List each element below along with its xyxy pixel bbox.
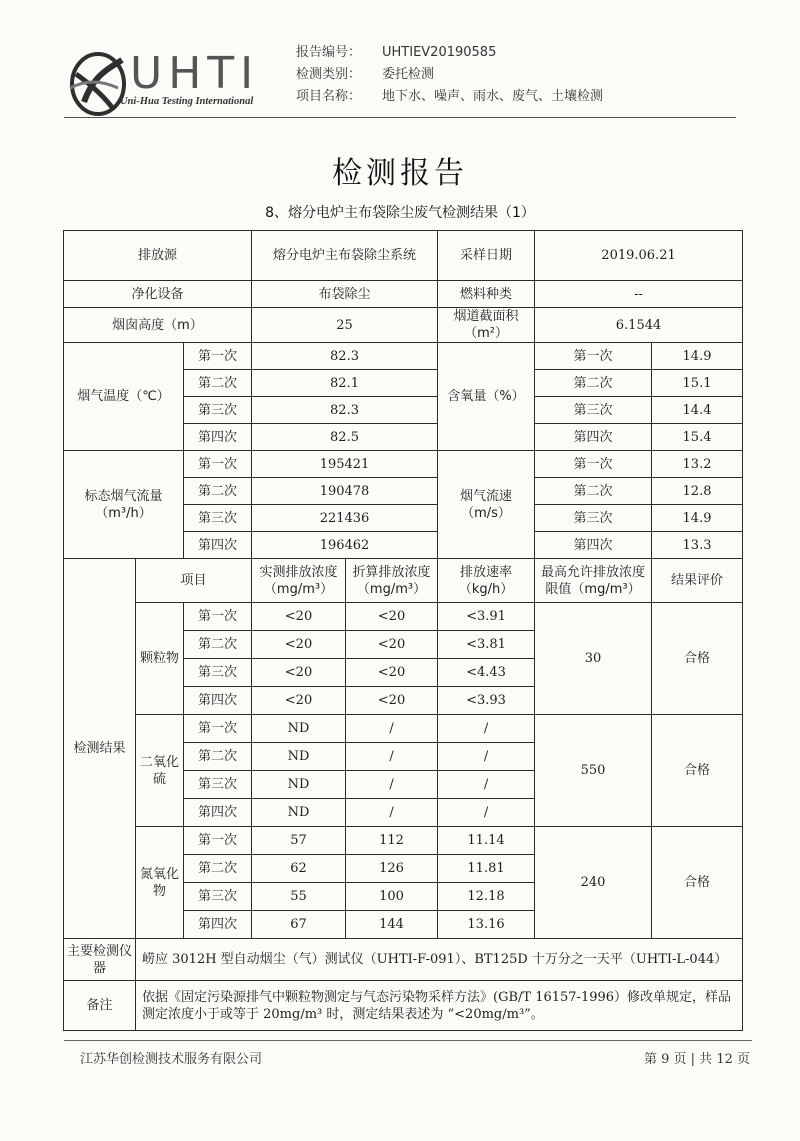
test-type-label: 检测类别： [296,67,362,82]
round-label: 第一次 [184,343,252,370]
source-value: 熔分电炉主布袋除尘系统 [252,231,438,281]
rate-value: / [438,743,535,771]
rate-value: 13.16 [438,911,535,939]
table-row [64,231,743,281]
round-label: 第二次 [535,478,652,505]
round-label: 第二次 [184,631,252,659]
rate-value: / [438,771,535,799]
report-meta [296,42,603,108]
converted-value: / [346,771,438,799]
round-label: 第三次 [184,771,252,799]
table-row [64,281,743,308]
velocity-value: 12.8 [652,478,743,505]
round-label: 第一次 [535,451,652,478]
oxygen-value: 14.9 [652,343,743,370]
table-row [64,939,743,981]
measured-value: 55 [252,883,346,911]
flue-area-value: 6.1544 [535,308,743,343]
converted-value: 112 [346,827,438,855]
converted-value: <20 [346,631,438,659]
limit-value: 240 [535,827,652,939]
converted-value: / [346,799,438,827]
round-label: 第四次 [535,532,652,559]
measured-value: ND [252,799,346,827]
device-label: 净化设备 [64,281,252,308]
rate-value: <3.91 [438,603,535,631]
std-flow-value: 196462 [252,532,438,559]
temperature-value: 82.5 [252,424,438,451]
measured-value: ND [252,743,346,771]
std-flow-value: 195421 [252,451,438,478]
round-label: 第四次 [184,687,252,715]
temperature-label: 烟气温度（℃） [64,343,184,451]
logo-text: UHTI [130,48,260,99]
temperature-value: 82.1 [252,370,438,397]
velocity-label: 烟气流速（m/s） [438,451,535,559]
eval-value: 合格 [652,827,743,939]
report-no: UHTIEV20190585 [382,45,497,60]
instruments-text: 崂应 3012H 型自动烟尘（气）测试仪（UHTI-F-091）、BT125D 十万分之一天平（UHTI-L-044） [136,939,743,981]
rate-value: 12.18 [438,883,535,911]
footer-company: 江苏华创检测技术服务有限公司 [80,1052,263,1067]
pollutant-name: 二氧化硫 [136,715,184,827]
rate-value: / [438,799,535,827]
col-limit-header: 最高允许排放浓度限值（mg/m³） [535,559,652,603]
round-label: 第四次 [184,532,252,559]
round-label: 第二次 [184,855,252,883]
results-section-label: 检测结果 [64,559,136,939]
rate-value: <4.43 [438,659,535,687]
round-label: 第二次 [184,743,252,771]
round-label: 第二次 [535,370,652,397]
eval-value: 合格 [652,603,743,715]
header-divider [64,117,736,118]
stack-height-label: 烟囱高度（m） [64,308,252,343]
table-row [64,343,743,370]
table-row [64,451,743,478]
stack-height-value: 25 [252,308,438,343]
converted-value: 100 [346,883,438,911]
measured-value: 57 [252,827,346,855]
eval-value: 合格 [652,715,743,827]
oxygen-label: 含氧量（%） [438,343,535,451]
flue-area-label: 烟道截面积（m²） [438,308,535,343]
col-rate-header: 排放速率（kg/h） [438,559,535,603]
converted-value: 126 [346,855,438,883]
col-converted-header: 折算排放浓度（mg/m³） [346,559,438,603]
round-label: 第三次 [184,659,252,687]
limit-value: 30 [535,603,652,715]
oxygen-value: 15.1 [652,370,743,397]
velocity-value: 13.3 [652,532,743,559]
report-no-label: 报告编号： [296,45,362,60]
date-value: 2019.06.21 [535,231,743,281]
col-eval-header: 结果评价 [652,559,743,603]
round-label: 第四次 [535,424,652,451]
rate-value: / [438,715,535,743]
measured-value: 67 [252,911,346,939]
measured-value: ND [252,715,346,743]
remark-label: 备注 [64,981,136,1031]
converted-value: / [346,743,438,771]
measured-value: ND [252,771,346,799]
table-title: 8、熔分电炉主布袋除尘废气检测结果（1） [265,205,535,221]
measured-value: <20 [252,631,346,659]
table-row [64,559,743,603]
std-flow-value: 190478 [252,478,438,505]
measured-value: <20 [252,603,346,631]
table-row [64,603,743,631]
document-title: 检测报告 [332,156,468,191]
round-label: 第二次 [184,370,252,397]
pollutant-name: 氮氧化物 [136,827,184,939]
date-label: 采样日期 [438,231,535,281]
footer-page-number: 第 9 页 | 共 12 页 [644,1052,750,1067]
rate-value: <3.93 [438,687,535,715]
round-label: 第一次 [184,603,252,631]
rate-value: 11.14 [438,827,535,855]
velocity-value: 14.9 [652,505,743,532]
fuel-value: -- [535,281,743,308]
round-label: 第三次 [535,505,652,532]
measured-value: <20 [252,659,346,687]
instruments-label: 主要检测仪器 [64,939,136,981]
logo-subtitle: Uni-Hua Testing International [120,96,254,107]
results-table [63,230,743,1031]
device-value: 布袋除尘 [252,281,438,308]
test-type: 委托检测 [382,67,435,82]
round-label: 第一次 [535,343,652,370]
rate-value: <3.81 [438,631,535,659]
table-row [64,715,743,743]
measured-value: <20 [252,687,346,715]
project-label: 项目名称： [296,89,362,104]
converted-value: <20 [346,603,438,631]
round-label: 第一次 [184,451,252,478]
round-label: 第二次 [184,478,252,505]
round-label: 第三次 [184,397,252,424]
rate-value: 11.81 [438,855,535,883]
temperature-value: 82.3 [252,397,438,424]
std-flow-label: 标态烟气流量（m³/h） [64,451,184,559]
round-label: 第四次 [184,424,252,451]
converted-value: / [346,715,438,743]
round-label: 第三次 [184,883,252,911]
velocity-value: 13.2 [652,451,743,478]
temperature-value: 82.3 [252,343,438,370]
table-row [64,981,743,1031]
round-label: 第三次 [184,505,252,532]
oxygen-value: 14.4 [652,397,743,424]
remark-text: 依据《固定污染源排气中颗粒物测定与气态污染物采样方法》(GB/T 16157-1996）修改单规定，样品测定浓度小于或等于 20mg/m³ 时，测定结果表述为 “<20mg/m³”。 [136,981,743,1031]
round-label: 第三次 [535,397,652,424]
std-flow-value: 221436 [252,505,438,532]
limit-value: 550 [535,715,652,827]
source-label: 排放源 [64,231,252,281]
project-name: 地下水、噪声、雨水、废气、土壤检测 [382,89,604,104]
round-label: 第四次 [184,911,252,939]
converted-value: <20 [346,659,438,687]
round-label: 第一次 [184,715,252,743]
oxygen-value: 15.4 [652,424,743,451]
col-item-header: 项目 [136,559,252,603]
table-row [64,827,743,855]
pollutant-name: 颗粒物 [136,603,184,715]
round-label: 第一次 [184,827,252,855]
converted-value: <20 [346,687,438,715]
converted-value: 144 [346,911,438,939]
round-label: 第四次 [184,799,252,827]
col-measured-header: 实测排放浓度（mg/m³） [252,559,346,603]
table-row [64,308,743,343]
footer-divider [64,1040,752,1041]
fuel-label: 燃料种类 [438,281,535,308]
measured-value: 62 [252,855,346,883]
